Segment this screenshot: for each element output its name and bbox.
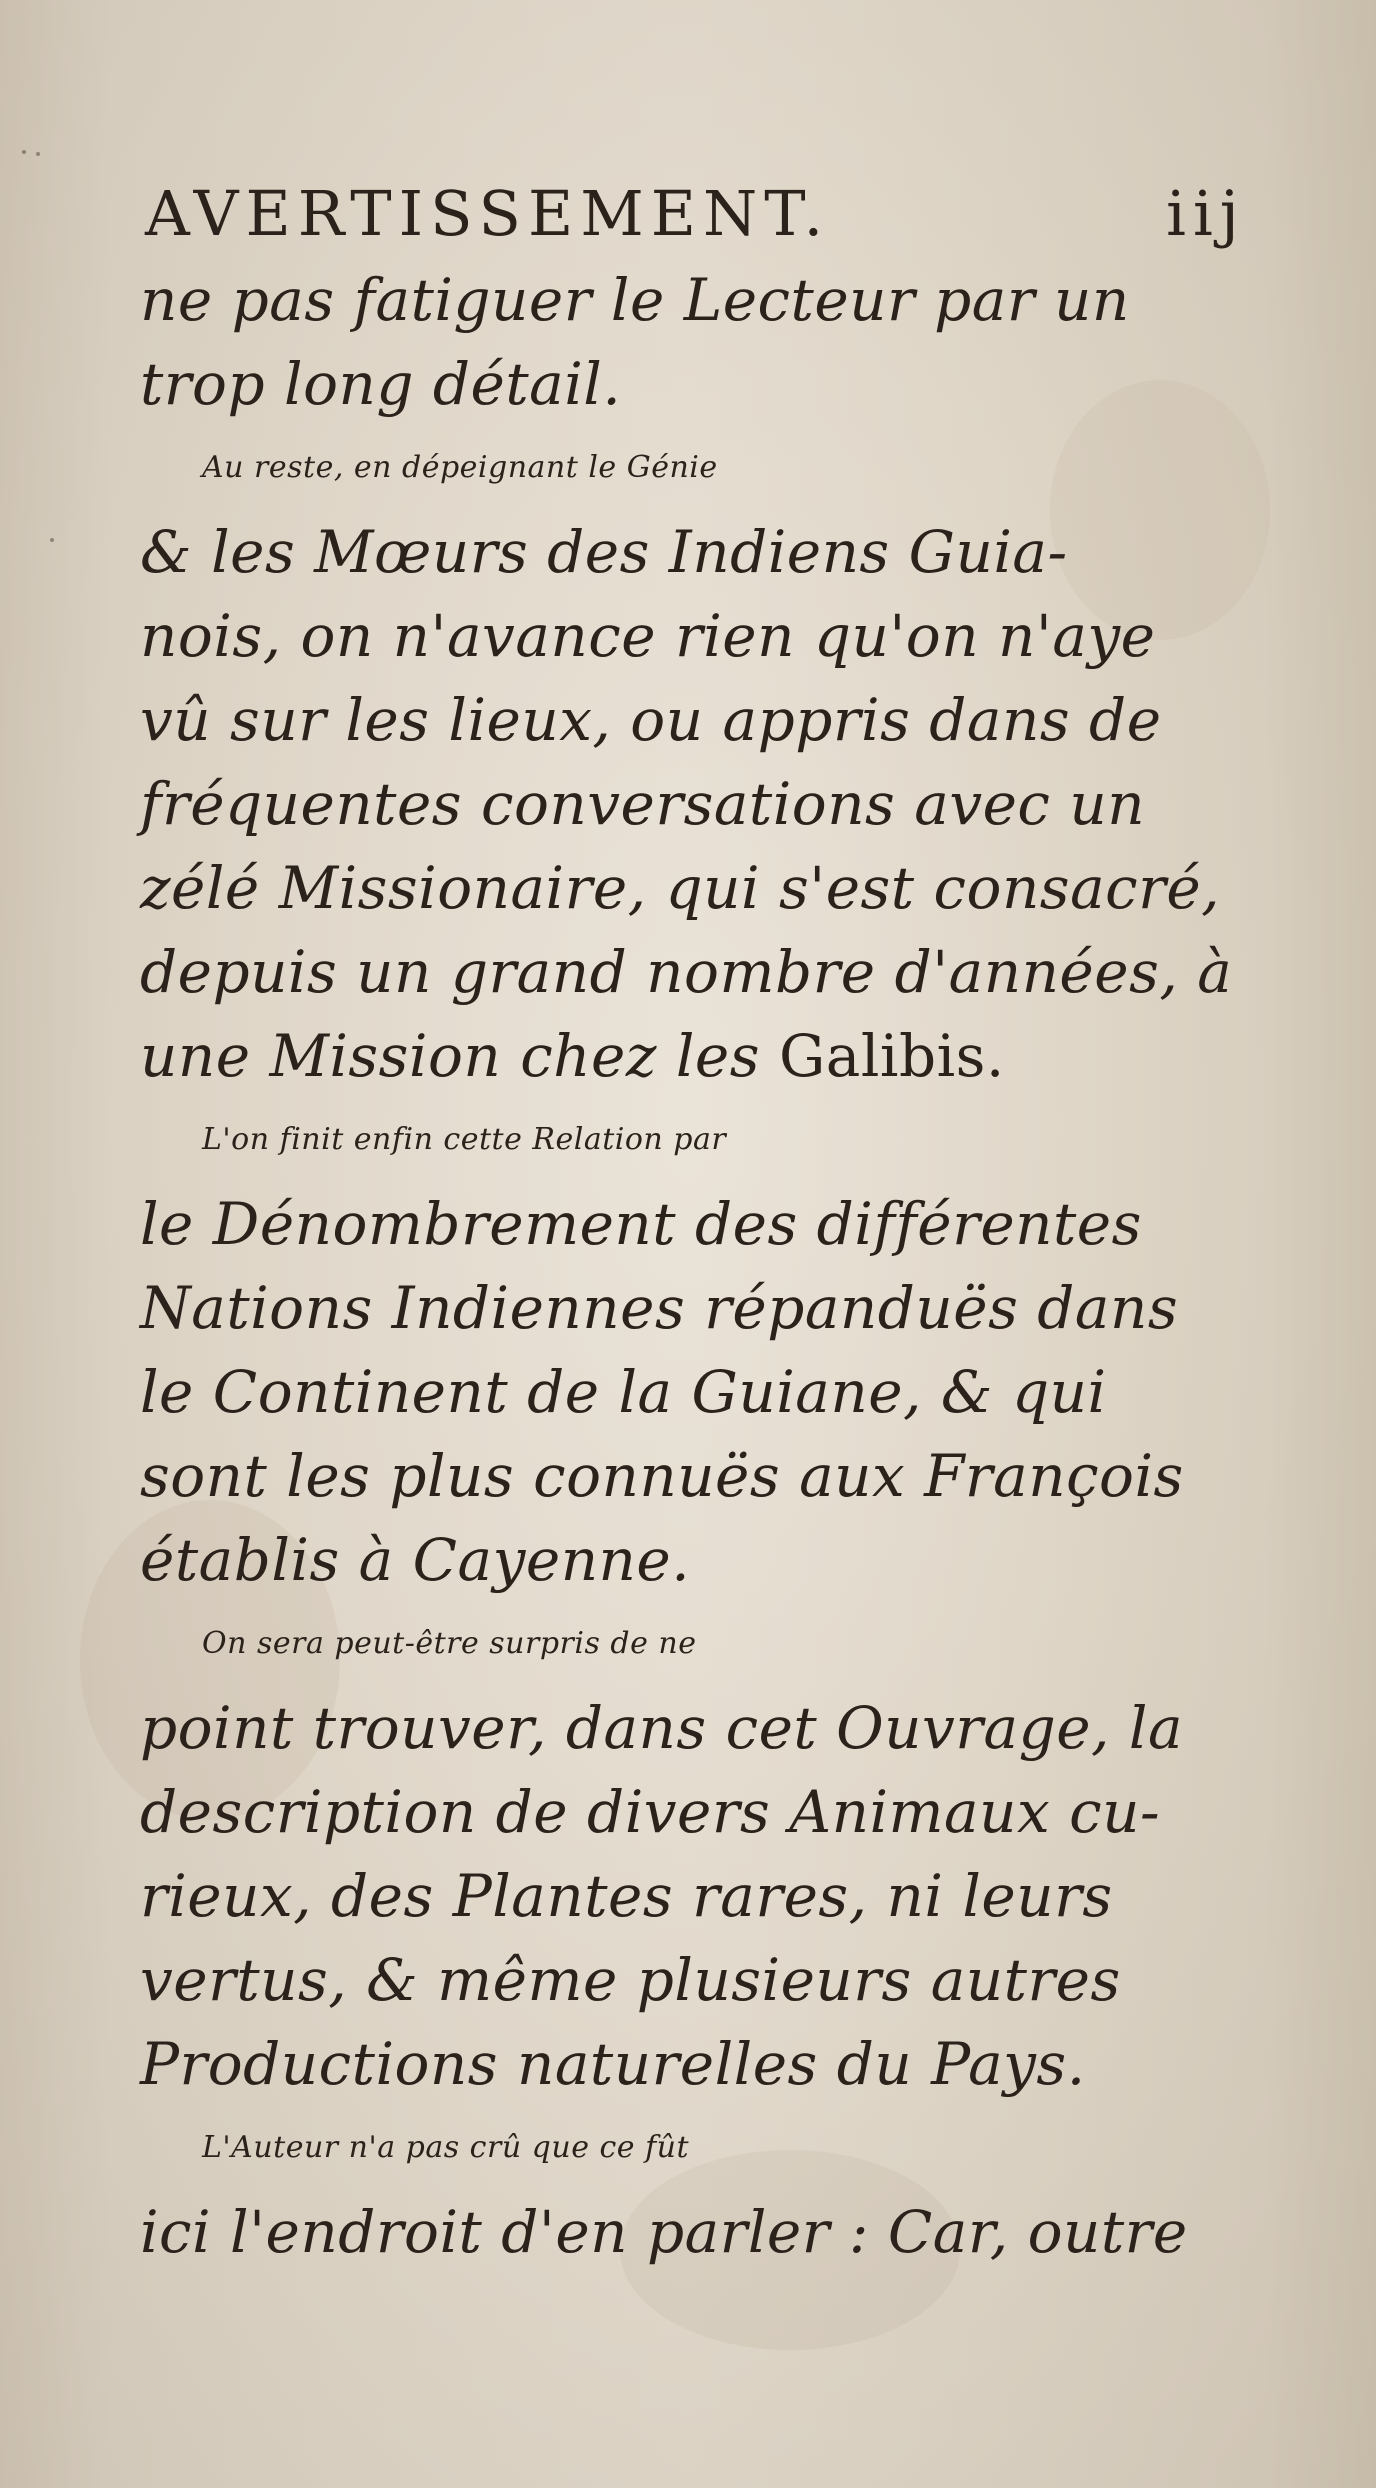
- text-line: établis à Cayenne.: [140, 1526, 691, 1594]
- text-line: le Continent de la Guiane, & qui: [140, 1358, 1107, 1426]
- text-line: vû sur les lieux, ou appris dans de: [140, 686, 1162, 754]
- text-line: [140, 1014, 1250, 1098]
- text-line: rieux, des Plantes rares, ni leurs: [140, 1862, 1113, 1930]
- paragraph-start-line: L'Auteur n'a pas crû que ce fût: [202, 2130, 690, 2165]
- text-line: & les Mœurs des Indiens Guia-: [140, 518, 1068, 586]
- paper-speck: [50, 538, 54, 542]
- text-line: vertus, & même plusieurs autres: [140, 1946, 1121, 2014]
- text-line: le Dénombrement des différentes: [140, 1190, 1142, 1258]
- page-text: [140, 170, 1250, 2274]
- paragraph-start-line: Au reste, en dépeignant le Génie: [202, 450, 718, 485]
- text-line: ici l'endroit d'en parler : Car, outre: [140, 2198, 1188, 2266]
- text-line: Productions naturelles du Pays.: [140, 2030, 1086, 2098]
- paragraph-start-line: On sera peut-être surpris de ne: [202, 1626, 697, 1661]
- text-line: Nations Indiennes répanduës dans: [140, 1274, 1179, 1342]
- text-line: nois, on n'avance rien qu'on n'aye: [140, 602, 1156, 670]
- galibis-word: Galibis.: [778, 1022, 1005, 1090]
- page-number: iij: [1166, 177, 1246, 250]
- text-line: depuis un grand nombre d'années, à: [140, 938, 1233, 1006]
- text-line: fréquentes conversations avec un: [140, 770, 1146, 838]
- text-line-prefix: une Mission chez les: [140, 1022, 779, 1090]
- text-line: trop long détail.: [140, 350, 622, 418]
- header-title: AVERTISSEMENT.: [145, 177, 831, 250]
- paper-speck: [22, 150, 26, 154]
- text-line: point trouver, dans cet Ouvrage, la: [140, 1694, 1184, 1762]
- text-line: zélé Missionaire, qui s'est consacré,: [140, 854, 1221, 922]
- paper-speck: [36, 152, 40, 156]
- text-line: sont les plus connuës aux François: [140, 1442, 1184, 1510]
- running-header: [145, 170, 1246, 258]
- text-line: ne pas fatiguer le Lecteur par un: [140, 266, 1130, 334]
- paragraph-start-line: L'on finit enfin cette Relation par: [202, 1122, 727, 1157]
- text-line: description de divers Animaux cu-: [140, 1778, 1161, 1846]
